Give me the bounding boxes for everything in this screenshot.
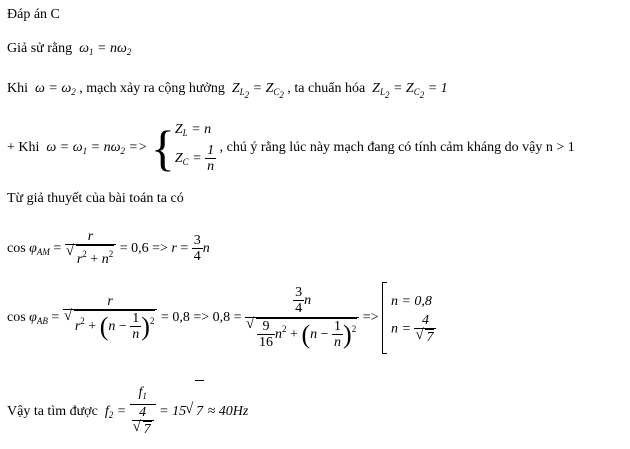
resonance-condition: $\omega = \omega_2$ [35, 81, 76, 97]
resonance-prefix: Khi [7, 81, 28, 96]
cos-ab-fraction-1: r √ $r^2 + (n$ − $\frac{1}{n}$ )$^2$ [63, 294, 158, 343]
case2-line [7, 118, 575, 178]
result-text: Vậy ta tìm được [7, 404, 98, 419]
from-text: Từ giả thuyết của bài toán ta có [7, 191, 184, 206]
case2-condition: $\omega = \omega_1 = n\omega_2$ => [46, 140, 148, 156]
from-text-line [7, 190, 184, 208]
assumption-line [7, 40, 131, 61]
normalization-equation: $Z_{L_2} = Z_{C_2} = 1$ [372, 81, 448, 100]
case2-note: , chú ý rằng lúc này mạch đang có tính cảm kháng do vậy n > 1 [219, 140, 575, 155]
assumption-formula: $\omega_1 = n\omega_2$ [79, 41, 132, 57]
system-brace: { [150, 119, 175, 176]
answer-heading [7, 6, 60, 24]
solution-2: n = 4 √ 7 [391, 313, 436, 346]
result-line [7, 380, 248, 446]
cos-am-equation: $\cos \varphi_{AM}$ = r √ $r^2 + n^2$ = 0,6 => r = $\frac{3}{4}$ n [7, 226, 210, 275]
cos-am-fraction: r √ $r^2 + n^2$ [65, 229, 116, 268]
resonance-text-2: , ta chuẩn hóa [287, 81, 366, 96]
cos-ab-equation: $\cos \varphi_{AB}$ = r √ $r^2 + (n$ − $\frac{1}{n}$ )$^2$ = 0,8 => 0,8 = $\frac{3}{4}$ n √ $\frac{9}{16}$ $n^2 + (n$ − $\frac{1}{n}$ )$^2$ => n = 0,8 n = 4 √ 7 [7, 282, 436, 357]
cos-ab-fraction-2: $\frac{3}{4}$ n √ $\frac{9}{16}$ $n^2 + (n$ − $\frac{1}{n}$ )$^2$ [245, 285, 359, 351]
resonance-line [7, 80, 448, 104]
resonance-equation: $Z_{L_2} = Z_{C_2}$ [231, 81, 284, 100]
zc-equation: $Z_C$ = $\frac{1}{n}$ [174, 143, 215, 175]
solutions [391, 291, 436, 346]
solution-1: n = 0,8 [390, 293, 432, 309]
three-quarters-fraction: $\frac{3}{4}$ [193, 232, 201, 264]
zl-equation: $Z_L = n$ [174, 122, 212, 139]
impedance-system [175, 120, 216, 175]
resonance-text-1: , mạch xảy ra cộng hưởng [79, 81, 225, 96]
case2-prefix: + Khi [7, 140, 40, 155]
assumption-text: Giả sử rằng [7, 41, 73, 56]
answer-text: Đáp án C [7, 7, 60, 22]
solution-bracket [382, 282, 387, 354]
result-equation: $f_2$ = $f_1$ 4 √ 7 = 15√ 7 ≈ 40Hz [105, 404, 249, 419]
